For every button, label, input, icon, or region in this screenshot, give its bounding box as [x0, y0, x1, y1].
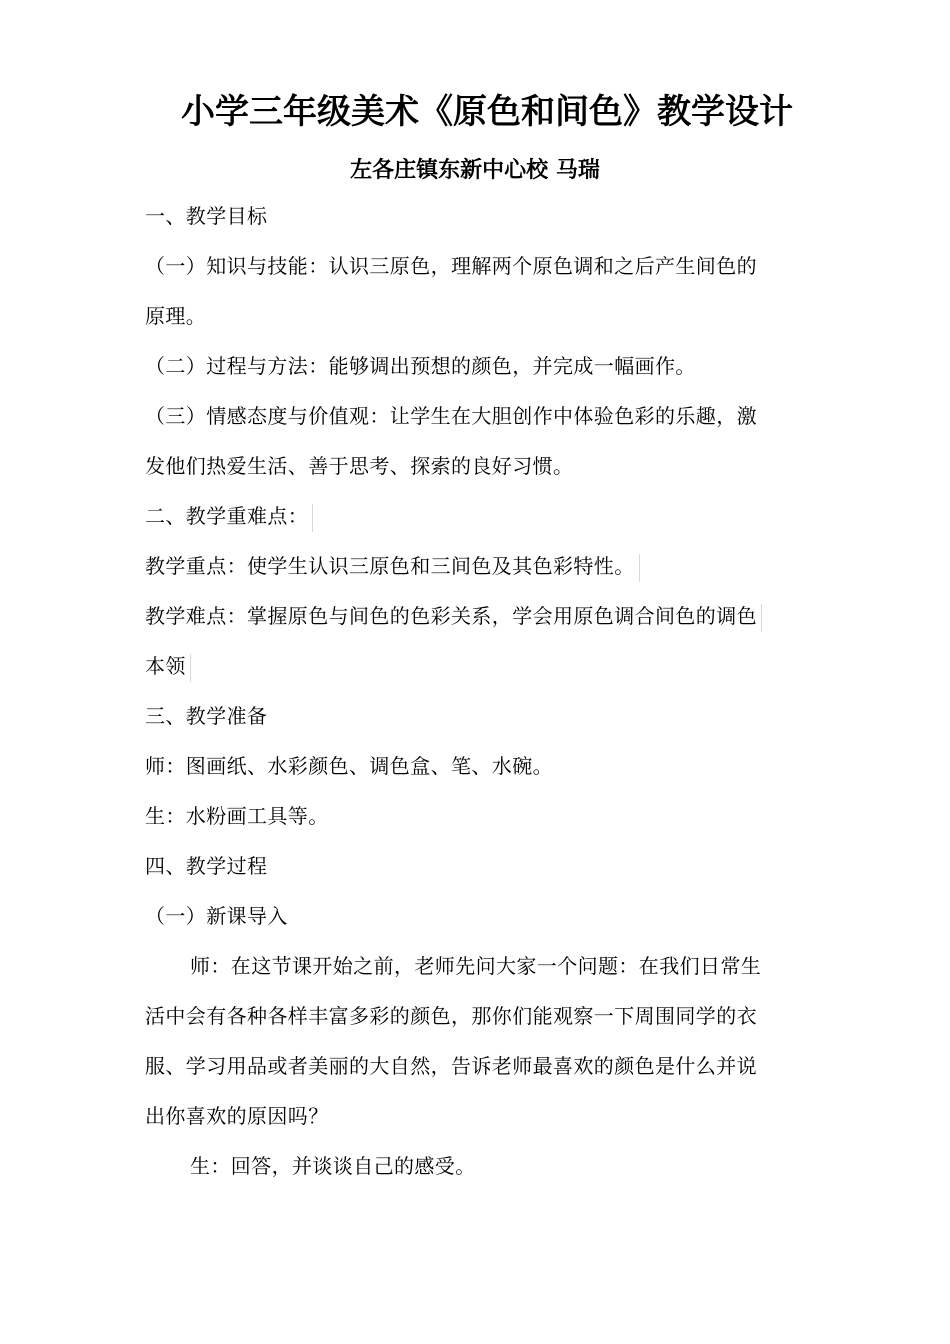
paragraph-line: 服、学习用品或者美丽的大自然，告诉老师最喜欢的颜色是什么并说	[145, 1054, 757, 1078]
paragraph-line-text: 教学难点：掌握原色与间色的色彩关系，学会用原色调合间色的调色	[145, 604, 757, 628]
section-heading-key-points-text: 二、教学重难点：	[145, 504, 309, 528]
paragraph-line: 师：在这节课开始之前，老师先问大家一个问题：在我们日常生	[190, 954, 762, 978]
paragraph-line: 活中会有各种各样丰富多彩的颜色，那你们能观察一下周围同学的衣	[145, 1004, 757, 1028]
section-heading-preparation: 三、教学准备	[145, 704, 268, 728]
paragraph-line	[145, 550, 640, 582]
paragraph-line: （三）情感态度与价值观：让学生在大胆创作中体验色彩的乐趣，激	[145, 404, 757, 428]
text-cursor-marker	[312, 504, 313, 532]
paragraph-line: 生：回答，并谈谈自己的感受。	[190, 1154, 476, 1178]
paragraph-line: 出你喜欢的原因吗？	[145, 1104, 329, 1128]
section-heading-process: 四、教学过程	[145, 854, 268, 878]
paragraph-line	[145, 650, 191, 682]
paragraph-line: （一）知识与技能：认识三原色，理解两个原色调和之后产生间色的	[145, 254, 757, 278]
paragraph-line: 师：图画纸、水彩颜色、调色盒、笔、水碗。	[145, 754, 553, 778]
text-cursor-marker	[639, 554, 640, 582]
document-subtitle: 左各庄镇东新中心校 马瑞	[350, 157, 600, 183]
document-title: 小学三年级美术《原色和间色》教学设计	[181, 92, 793, 132]
paragraph-line: 原理。	[145, 304, 207, 328]
paragraph-line	[145, 600, 762, 632]
paragraph-line: 生：水粉画工具等。	[145, 804, 329, 828]
paragraph-line-text: 教学重点：使学生认识三原色和三间色及其色彩特性。	[145, 554, 635, 578]
paragraph-line: （二）过程与方法：能够调出预想的颜色，并完成一幅画作。	[145, 354, 696, 378]
section-heading-key-points	[145, 500, 313, 532]
text-cursor-marker	[761, 604, 762, 632]
paragraph-line: 发他们热爱生活、善于思考、探索的良好习惯。	[145, 454, 574, 478]
paragraph-line-text: 本领	[145, 654, 186, 678]
section-heading-objectives: 一、教学目标	[145, 204, 268, 228]
subsection-heading-intro: （一）新课导入	[145, 904, 288, 928]
text-cursor-marker	[190, 654, 191, 682]
